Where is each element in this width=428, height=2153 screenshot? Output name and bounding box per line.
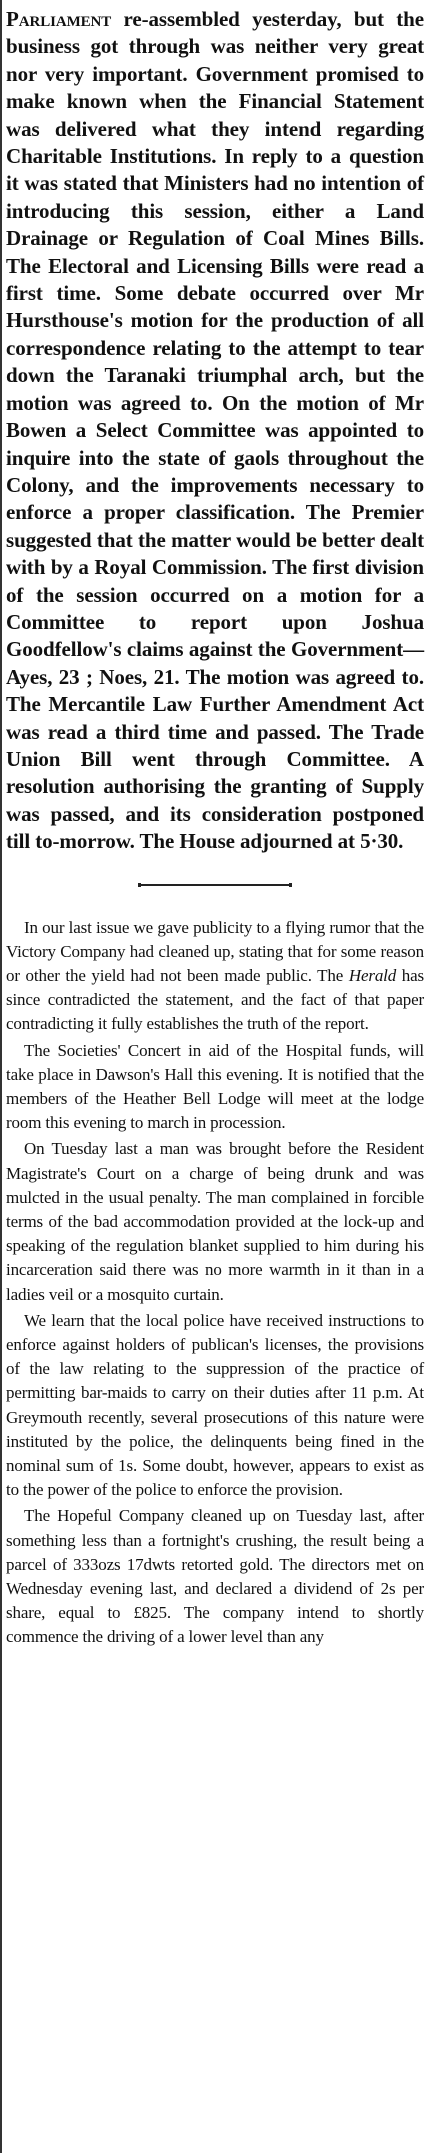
section-divider	[6, 880, 424, 890]
newspaper-name: Herald	[348, 966, 397, 985]
paragraph-text: has since contradicted the statement, and the fact of that paper contradicting it fully establishes the truth of the report.	[6, 966, 425, 1034]
local-news	[6, 916, 424, 1650]
paragraph-text: On Tuesday last a man was brought before the Resident Magistrate's Court on a charge of being drunk and was mulcted in the usual penalty. The man complained in forcible terms of the bad accommodation provided at the lock-up and speaking of the regulation blanket supplied to him during his incarceration said there was no more warmth in it than in a ladies veil or a mosquito curtain.	[6, 1139, 424, 1304]
paragraph-text: We learn that the local police have received instructions to enforce against holders of publican's licenses, the provisions of the law relating to the suppression of the practice of permitting bar-maids to carry on their duties after 11 p.m. At Greymouth recently, several prosecutions of this nature were instituted by the police, the delinquents being fined in the nominal sum of 1s. Some doubt, however, appears to exist as to the power of the police to enforce the provision.	[6, 1310, 424, 1500]
paragraph-magistrates-court	[6, 1137, 424, 1306]
paragraph-text: The Hopeful Company cleaned up on Tuesday last, after something less than a fortnight's crushing, the result being a parcel of 333ozs 17dwts retorted gold. The directors met on Wednesday evening last, and declared a dividend of 2s per share, equal to £825. The company intend to shortly commence the driving of a lower level than any	[6, 1506, 424, 1647]
paragraph-text: The Societies' Concert in aid of the Hospital funds, will take place in Dawson's Hall this evening. It is notified that the members of the Heather Bell Lodge will meet at the lodge room this evening to march in procession.	[6, 1040, 424, 1133]
parliament-article-text: re-assembled yesterday, but the business got through was neither very great nor very important. Government promised to make known when the Financial Statement was delivered what they intend regarding Charitable Institutions. In reply to a question it was stated that Ministers had no intention of introducing this session, either a Land Drainage or Regulation of Coal Mines Bills. The Electoral and Licensing Bills were read a first time. Some debate occurred over Mr Hursthouse's motion for the production of all correspondence relating to the attempt to tear down the Taranaki triumphal arch, but the motion was agreed to. On the motion of Mr Bowen a Select Committee was appointed to inquire into the state of gaols throughout the Colony, and the improvements necessary to enforce a proper classification. The Premier suggested that the matter would be better dealt with by a Royal Commission. The first division of the session occurred on a motion for a Committee to report upon Joshua Goodfellow's claims against the Government—Ayes, 23 ; Noes, 21. The motion was agreed to. The Mercantile Law Further Amendment Act was read a third time and passed. The Trade Union Bill went through Committee. A resolution authorising the granting of Supply was passed, and its consideration postponed till to-morrow. The House adjourned at 5·30.	[6, 7, 424, 854]
lead-word: Parliament	[6, 7, 112, 31]
divider-rule	[138, 883, 292, 887]
paragraph-victory-company	[6, 916, 424, 1037]
paragraph-societies-concert	[6, 1039, 424, 1136]
paragraph-police-licenses	[6, 1309, 424, 1503]
parliament-article	[6, 6, 424, 856]
paragraph-hopeful-company	[6, 1504, 424, 1649]
paragraph-text: In our last issue we gave publicity to a flying rumor that the Victory Company had cleaned up, stating that for some reason or other the yield had not been made public. The	[6, 917, 424, 985]
